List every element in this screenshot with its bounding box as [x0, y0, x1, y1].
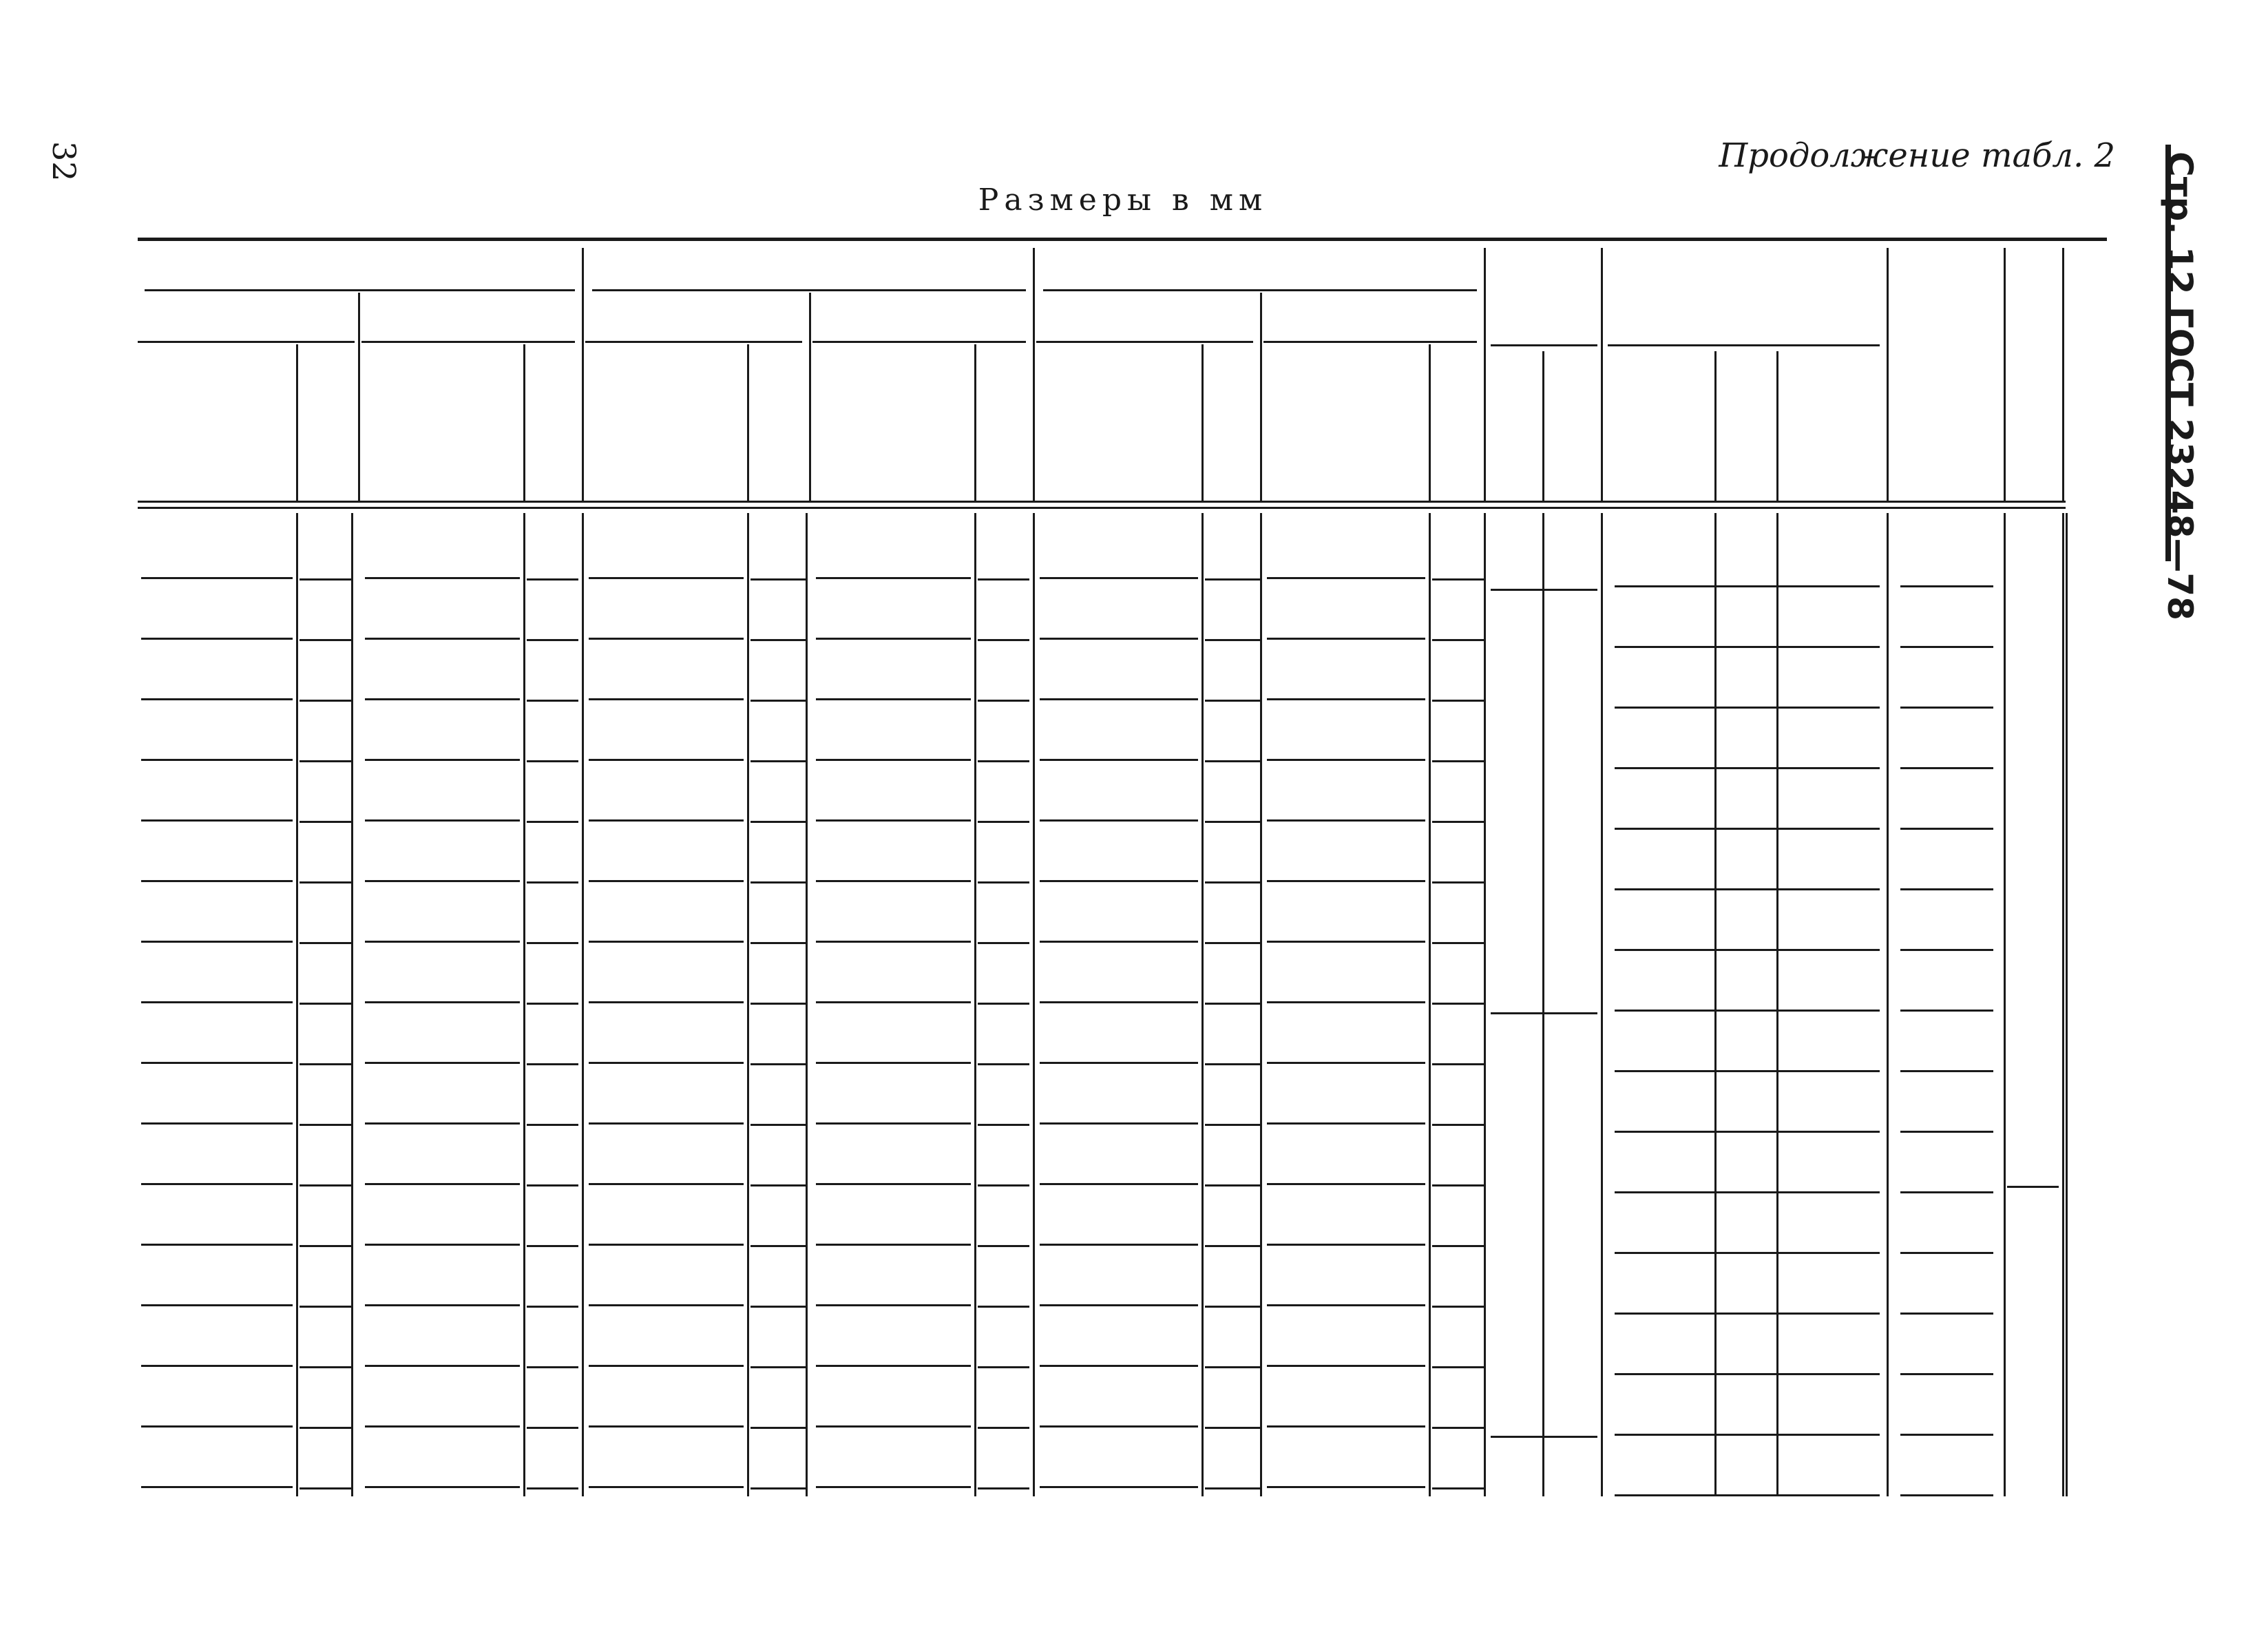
applicability-dash: [751, 639, 806, 641]
l-underline: [1615, 1191, 1880, 1193]
designation-underline: [589, 941, 744, 943]
applicability-dash: [1205, 942, 1260, 944]
applicability-dash: [1205, 1487, 1260, 1489]
applicability-dash: [751, 578, 806, 581]
applicability-dash: [751, 1124, 806, 1126]
applicability-dash: [978, 578, 1029, 581]
applicability-dash: [1205, 700, 1260, 702]
l-underline: [1615, 949, 1880, 951]
applicability-dash: [300, 1306, 351, 1308]
applicability-dash: [978, 1184, 1029, 1186]
header-bottom-rule: [138, 507, 2066, 509]
group-header-rule: [145, 289, 575, 291]
applicability-divider: [747, 344, 749, 503]
body-column-rule: [1776, 513, 1778, 1496]
applicability-dash: [300, 1366, 351, 1368]
column-rule: [1776, 351, 1778, 503]
designation-underline: [141, 941, 293, 943]
column-rule: [1887, 248, 1889, 503]
l-underline: [1615, 767, 1880, 769]
designation-underline: [141, 1001, 293, 1003]
designation-underline: [365, 941, 520, 943]
body-column-rule: [1429, 513, 1431, 1496]
applicability-dash: [1432, 1124, 1484, 1126]
designation-underline: [1040, 819, 1198, 822]
designation-underline: [589, 880, 744, 882]
designation-underline: [141, 638, 293, 640]
applicability-dash: [978, 1003, 1029, 1005]
applicability-dash: [1205, 821, 1260, 823]
designation-underline: [1267, 759, 1425, 761]
body-column-rule: [1484, 513, 1486, 1496]
designation-underline: [589, 1244, 744, 1246]
applicability-dash: [300, 760, 351, 762]
applicability-dash: [1205, 760, 1260, 762]
L-underline: [1900, 949, 1993, 951]
designation-underline: [816, 1122, 971, 1125]
group-divider: [1033, 248, 1035, 503]
column-rule: [2004, 248, 2006, 503]
designation-underline: [1267, 1122, 1425, 1125]
applicability-dash: [1205, 1245, 1260, 1247]
applicability-dash: [527, 1063, 578, 1065]
designation-underline: [589, 698, 744, 700]
morse-divider: [2007, 1186, 2059, 1188]
continuation-caption: Продолжение табл. 2: [1719, 136, 2115, 175]
applicability-dash: [300, 1487, 351, 1489]
designation-underline: [1267, 819, 1425, 822]
applicability-dash: [300, 942, 351, 944]
applicability-dash: [1432, 881, 1484, 883]
applicability-dash: [300, 639, 351, 641]
L-underline: [1900, 888, 1993, 890]
subgroup-divider: [1260, 293, 1262, 503]
l-underline: [1615, 1070, 1880, 1072]
body-column-rule: [1201, 513, 1204, 1496]
applicability-dash: [1205, 1124, 1260, 1126]
sub-header-rule: [1263, 341, 1477, 343]
designation-underline: [816, 1365, 971, 1367]
applicability-dash: [751, 1184, 806, 1186]
designation-underline: [1040, 759, 1198, 761]
header-bottom-rule: [138, 501, 2066, 503]
sub-header-rule: [1036, 341, 1253, 343]
designation-underline: [589, 577, 744, 579]
designation-underline: [141, 1244, 293, 1246]
applicability-dash: [300, 1184, 351, 1186]
applicability-dash: [751, 1427, 806, 1429]
applicability-dash: [978, 1306, 1029, 1308]
l-underline: [1615, 646, 1880, 648]
l-underline: [1615, 1010, 1880, 1012]
applicability-dash: [751, 942, 806, 944]
applicability-dash: [978, 639, 1029, 641]
sub-header-rule: [585, 341, 802, 343]
designation-underline: [141, 1486, 293, 1488]
designation-underline: [1267, 638, 1425, 640]
L-underline: [1900, 1131, 1993, 1133]
applicability-dash: [527, 1184, 578, 1186]
applicability-divider: [1201, 344, 1204, 503]
designation-underline: [589, 1365, 744, 1367]
designation-underline: [1040, 577, 1198, 579]
applicability-dash: [978, 881, 1029, 883]
applicability-dash: [1432, 1487, 1484, 1489]
applicability-dash: [1432, 639, 1484, 641]
applicability-dash: [527, 1306, 578, 1308]
L-underline: [1900, 767, 1993, 769]
designation-underline: [365, 1425, 520, 1428]
applicability-dash: [1205, 1427, 1260, 1429]
applicability-dash: [1432, 942, 1484, 944]
d-block-rule: [1491, 589, 1597, 591]
subgroup-divider: [809, 293, 811, 503]
l-underline: [1615, 828, 1880, 830]
designation-underline: [589, 1425, 744, 1428]
applicability-dash: [527, 1003, 578, 1005]
applicability-dash: [1205, 1184, 1260, 1186]
applicability-dash: [300, 578, 351, 581]
column-rule: [1542, 351, 1544, 503]
body-column-rule: [351, 513, 353, 1496]
designation-underline: [141, 577, 293, 579]
designation-underline: [589, 759, 744, 761]
body-column-rule: [806, 513, 808, 1496]
designation-underline: [589, 1001, 744, 1003]
designation-underline: [589, 1062, 744, 1064]
applicability-dash: [751, 760, 806, 762]
applicability-dash: [1205, 881, 1260, 883]
l-underline: [1615, 1373, 1880, 1375]
L-underline: [1900, 707, 1993, 709]
d-block-rule: [1491, 1436, 1597, 1438]
applicability-dash: [1205, 578, 1260, 581]
applicability-dash: [1432, 1245, 1484, 1247]
L-underline: [1900, 1434, 1993, 1436]
applicability-divider: [1429, 344, 1431, 503]
body-column-rule: [1260, 513, 1262, 1496]
applicability-dash: [300, 700, 351, 702]
applicability-dash: [300, 1063, 351, 1065]
designation-underline: [1267, 1304, 1425, 1306]
designation-underline: [141, 1183, 293, 1185]
side-label: Стр. 12 ГОСТ 23248—78: [2160, 151, 2200, 620]
applicability-dash: [1432, 1184, 1484, 1186]
l-underline: [1615, 1131, 1880, 1133]
applicability-dash: [751, 1306, 806, 1308]
applicability-divider: [523, 344, 525, 503]
designation-underline: [816, 1425, 971, 1428]
applicability-dash: [1432, 700, 1484, 702]
body-column-rule: [1887, 513, 1889, 1496]
designation-underline: [365, 819, 520, 822]
designation-underline: [589, 1183, 744, 1185]
designation-underline: [589, 819, 744, 822]
designation-underline: [816, 759, 971, 761]
applicability-dash: [978, 1366, 1029, 1368]
applicability-dash: [978, 1063, 1029, 1065]
L-underline: [1900, 1010, 1993, 1012]
column-rule: [1484, 248, 1486, 503]
designation-underline: [365, 1183, 520, 1185]
L-underline: [1900, 828, 1993, 830]
l-underline: [1615, 1313, 1880, 1315]
designation-underline: [141, 1122, 293, 1125]
body-column-rule: [1714, 513, 1717, 1496]
designation-underline: [816, 1244, 971, 1246]
applicability-dash: [978, 760, 1029, 762]
designation-underline: [1040, 1183, 1198, 1185]
designation-underline: [589, 1122, 744, 1125]
group-header-rule: [1043, 289, 1477, 291]
L-underline: [1900, 1494, 1993, 1496]
designation-underline: [1267, 1425, 1425, 1428]
designation-underline: [589, 638, 744, 640]
designation-underline: [365, 1304, 520, 1306]
applicability-dash: [527, 881, 578, 883]
body-column-rule: [1033, 513, 1035, 1496]
applicability-divider: [974, 344, 976, 503]
applicability-dash: [527, 1366, 578, 1368]
designation-underline: [365, 759, 520, 761]
L-underline: [1900, 1252, 1993, 1254]
column-rule: [2062, 248, 2064, 503]
designation-underline: [1267, 1486, 1425, 1488]
L-underline: [1900, 1191, 1993, 1193]
designation-underline: [365, 577, 520, 579]
designation-underline: [1040, 1244, 1198, 1246]
applicability-dash: [527, 1245, 578, 1247]
designation-underline: [365, 880, 520, 882]
designation-underline: [1040, 1425, 1198, 1428]
designation-underline: [141, 1062, 293, 1064]
designation-underline: [816, 880, 971, 882]
L-underline: [1900, 1373, 1993, 1375]
d-rule: [1491, 344, 1597, 346]
applicability-dash: [1432, 821, 1484, 823]
l-rule: [1608, 344, 1880, 346]
applicability-dash: [300, 1124, 351, 1126]
applicability-dash: [1432, 1063, 1484, 1065]
body-column-rule: [296, 513, 298, 1496]
designation-underline: [1040, 1062, 1198, 1064]
L-underline: [1900, 1070, 1993, 1072]
applicability-dash: [1205, 1306, 1260, 1308]
designation-underline: [1267, 698, 1425, 700]
l-underline: [1615, 888, 1880, 890]
L-underline: [1900, 646, 1993, 648]
applicability-dash: [1205, 639, 1260, 641]
units-caption: Размеры в мм: [978, 182, 1268, 218]
designation-underline: [1040, 941, 1198, 943]
designation-underline: [589, 1486, 744, 1488]
applicability-dash: [527, 639, 578, 641]
designation-underline: [1267, 880, 1425, 882]
designation-underline: [1267, 1244, 1425, 1246]
designation-underline: [1040, 1365, 1198, 1367]
designation-underline: [816, 1304, 971, 1306]
sub-header-rule: [812, 341, 1026, 343]
l-underline: [1615, 1252, 1880, 1254]
l-underline: [1615, 585, 1880, 587]
applicability-dash: [751, 881, 806, 883]
designation-underline: [1040, 698, 1198, 700]
subgroup-divider: [358, 293, 360, 503]
applicability-dash: [527, 578, 578, 581]
designation-underline: [1040, 1486, 1198, 1488]
designation-underline: [365, 1122, 520, 1125]
applicability-dash: [300, 1245, 351, 1247]
body-column-rule: [974, 513, 976, 1496]
l-underline: [1615, 1494, 1880, 1496]
body-column-rule: [747, 513, 749, 1496]
designation-underline: [1267, 1365, 1425, 1367]
applicability-dash: [1205, 1063, 1260, 1065]
applicability-dash: [1432, 1366, 1484, 1368]
applicability-dash: [978, 1124, 1029, 1126]
l-underline: [1615, 707, 1880, 709]
body-column-rule: [2004, 513, 2006, 1496]
applicability-dash: [1205, 1366, 1260, 1368]
designation-underline: [1267, 577, 1425, 579]
applicability-dash: [1432, 760, 1484, 762]
designation-underline: [1040, 1001, 1198, 1003]
designation-underline: [816, 577, 971, 579]
applicability-dash: [1205, 1003, 1260, 1005]
applicability-dash: [527, 1487, 578, 1489]
body-column-rule: [523, 513, 525, 1496]
applicability-dash: [1432, 578, 1484, 581]
body-column-rule: [2062, 513, 2064, 1496]
designation-underline: [141, 1304, 293, 1306]
column-rule: [1714, 351, 1717, 503]
applicability-dash: [527, 1427, 578, 1429]
designation-underline: [365, 638, 520, 640]
body-column-rule: [1601, 513, 1603, 1496]
designation-underline: [1267, 1001, 1425, 1003]
applicability-dash: [527, 700, 578, 702]
body-column-rule: [2066, 513, 2068, 1496]
group-divider: [582, 248, 584, 503]
designation-underline: [365, 1365, 520, 1367]
designation-underline: [365, 1062, 520, 1064]
applicability-dash: [978, 821, 1029, 823]
applicability-dash: [1432, 1003, 1484, 1005]
designation-underline: [365, 698, 520, 700]
designation-underline: [1040, 1122, 1198, 1125]
designation-underline: [1267, 941, 1425, 943]
designation-underline: [816, 638, 971, 640]
applicability-dash: [751, 1003, 806, 1005]
designation-underline: [589, 1304, 744, 1306]
L-underline: [1900, 1313, 1993, 1315]
designation-underline: [816, 819, 971, 822]
designation-underline: [816, 1062, 971, 1064]
applicability-dash: [978, 1487, 1029, 1489]
applicability-dash: [751, 821, 806, 823]
applicability-divider: [296, 344, 298, 503]
L-underline: [1900, 585, 1993, 587]
designation-underline: [141, 698, 293, 700]
designation-underline: [365, 1001, 520, 1003]
body-column-rule: [582, 513, 584, 1496]
applicability-dash: [300, 881, 351, 883]
l-underline: [1615, 1434, 1880, 1436]
designation-underline: [1040, 638, 1198, 640]
body-column-rule: [1542, 513, 1544, 1496]
page-number: 32: [45, 141, 83, 182]
designation-underline: [816, 1183, 971, 1185]
applicability-dash: [527, 1124, 578, 1126]
applicability-dash: [978, 700, 1029, 702]
applicability-dash: [300, 1427, 351, 1429]
designation-underline: [816, 698, 971, 700]
applicability-dash: [527, 942, 578, 944]
designation-underline: [816, 1001, 971, 1003]
applicability-dash: [300, 1003, 351, 1005]
applicability-dash: [751, 700, 806, 702]
group-header-rule: [592, 289, 1026, 291]
designation-underline: [141, 819, 293, 822]
applicability-dash: [751, 1245, 806, 1247]
applicability-dash: [1432, 1427, 1484, 1429]
applicability-dash: [527, 821, 578, 823]
applicability-dash: [1432, 1306, 1484, 1308]
column-rule: [1601, 248, 1603, 503]
designation-underline: [141, 1425, 293, 1428]
designation-underline: [1267, 1183, 1425, 1185]
sub-header-rule: [361, 341, 575, 343]
applicability-dash: [527, 760, 578, 762]
designation-underline: [1040, 1304, 1198, 1306]
applicability-dash: [978, 942, 1029, 944]
applicability-dash: [751, 1366, 806, 1368]
designation-underline: [141, 759, 293, 761]
designation-underline: [365, 1244, 520, 1246]
applicability-dash: [978, 1245, 1029, 1247]
applicability-dash: [751, 1487, 806, 1489]
designation-underline: [141, 880, 293, 882]
applicability-dash: [978, 1427, 1029, 1429]
applicability-dash: [300, 821, 351, 823]
designation-underline: [1040, 880, 1198, 882]
designation-underline: [816, 941, 971, 943]
designation-underline: [365, 1486, 520, 1488]
d-block-rule: [1491, 1012, 1597, 1014]
designation-underline: [816, 1486, 971, 1488]
designation-underline: [141, 1365, 293, 1367]
designation-underline: [1267, 1062, 1425, 1064]
sub-header-rule: [138, 341, 355, 343]
applicability-dash: [751, 1063, 806, 1065]
